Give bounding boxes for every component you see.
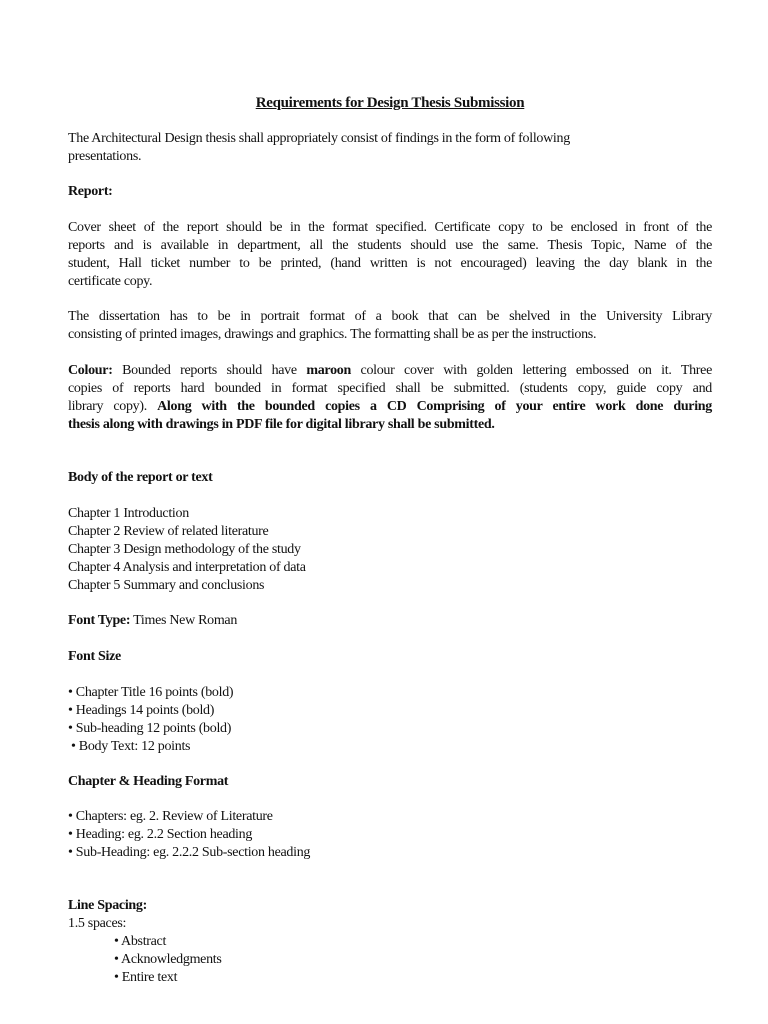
font-type-line — [68, 612, 712, 630]
chapter-format-heading: Chapter & Heading Format — [68, 774, 229, 789]
page-title: Requirements for Design Thesis Submission — [255, 95, 525, 111]
intro-paragraph — [68, 130, 712, 166]
line-spacing-value: 1.5 spaces: — [68, 916, 127, 931]
document-page — [68, 0, 712, 1024]
font-size-item: • Chapter Title 16 points (bold) — [68, 685, 234, 700]
font-size-heading: Font Size — [68, 649, 121, 664]
colour-text: Bounded reports should have — [112, 363, 307, 378]
colour-text: library copy). — [68, 399, 158, 414]
font-type-label: Font Type: — [68, 613, 131, 628]
dissertation-paragraph — [68, 308, 712, 344]
font-size-item: • Body Text: 12 points — [71, 739, 191, 754]
cover-line: reports and is available in department, all the students should use the same. Thesis Topic, Name of the — [68, 238, 712, 253]
font-size-item: • Headings 14 points (bold) — [68, 703, 215, 718]
font-size-item: • Sub-heading 12 points (bold) — [68, 721, 232, 736]
chapter-item: Chapter 3 Design methodology of the study — [68, 542, 301, 557]
dissertation-line: consisting of printed images, drawings and graphics. The formatting shall be as per the instructions. — [68, 327, 597, 342]
chapter-item: Chapter 2 Review of related literature — [68, 524, 269, 539]
chapter-format-item: • Sub-Heading: eg. 2.2.2 Sub-section heading — [68, 845, 311, 860]
font-type-value: Times New Roman — [130, 613, 238, 628]
line-spacing-item: • Abstract — [114, 934, 167, 949]
line-spacing-item: • Entire text — [114, 970, 178, 985]
line-spacing-list — [68, 915, 712, 987]
cover-line: Cover sheet of the report should be in the format specified. Certificate copy to be enclosed in front of the — [68, 220, 712, 235]
body-heading: Body of the report or text — [68, 470, 213, 485]
line-spacing-item: • Acknowledgments — [114, 952, 222, 967]
chapter-format-item: • Heading: eg. 2.2 Section heading — [68, 827, 253, 842]
chapter-item: Chapter 4 Analysis and interpretation of data — [68, 560, 306, 575]
cd-requirement: Along with the bounded copies a CD Comprising of your entire work done during — [157, 399, 712, 414]
chapter-format-item: • Chapters: eg. 2. Review of Literature — [68, 809, 273, 824]
colour-text: colour cover with golden lettering embossed on it. Three — [350, 363, 712, 378]
chapter-item: Chapter 5 Summary and conclusions — [68, 578, 265, 593]
colour-line: copies of reports hard bounded in format specified shall be submitted. (students copy, guide copy and — [68, 381, 712, 396]
report-heading: Report: — [68, 184, 113, 199]
intro-line: presentations. — [68, 149, 142, 164]
line-spacing-heading: Line Spacing: — [68, 898, 147, 913]
chapter-list — [68, 505, 712, 595]
font-size-list — [68, 684, 712, 756]
colour-label: Colour: — [68, 363, 113, 378]
cover-line: student, Hall ticket number to be printed, (hand written is not encouraged) leaving the day blank in the — [68, 256, 712, 271]
colour-line — [68, 398, 712, 416]
cover-paragraph — [68, 219, 712, 291]
cover-line: certificate copy. — [68, 274, 153, 289]
cd-requirement: thesis along with drawings in PDF file for digital library shall be submitted. — [68, 417, 495, 432]
dissertation-line: The dissertation has to be in portrait format of a book that can be shelved in the University Library — [68, 309, 712, 324]
chapter-item: Chapter 1 Introduction — [68, 506, 189, 521]
colour-line — [68, 362, 712, 380]
intro-line: The Architectural Design thesis shall appropriately consist of findings in the form of following — [68, 131, 570, 146]
chapter-format-list — [68, 808, 712, 862]
maroon-emphasis: maroon — [306, 363, 351, 378]
colour-paragraph — [68, 362, 712, 434]
